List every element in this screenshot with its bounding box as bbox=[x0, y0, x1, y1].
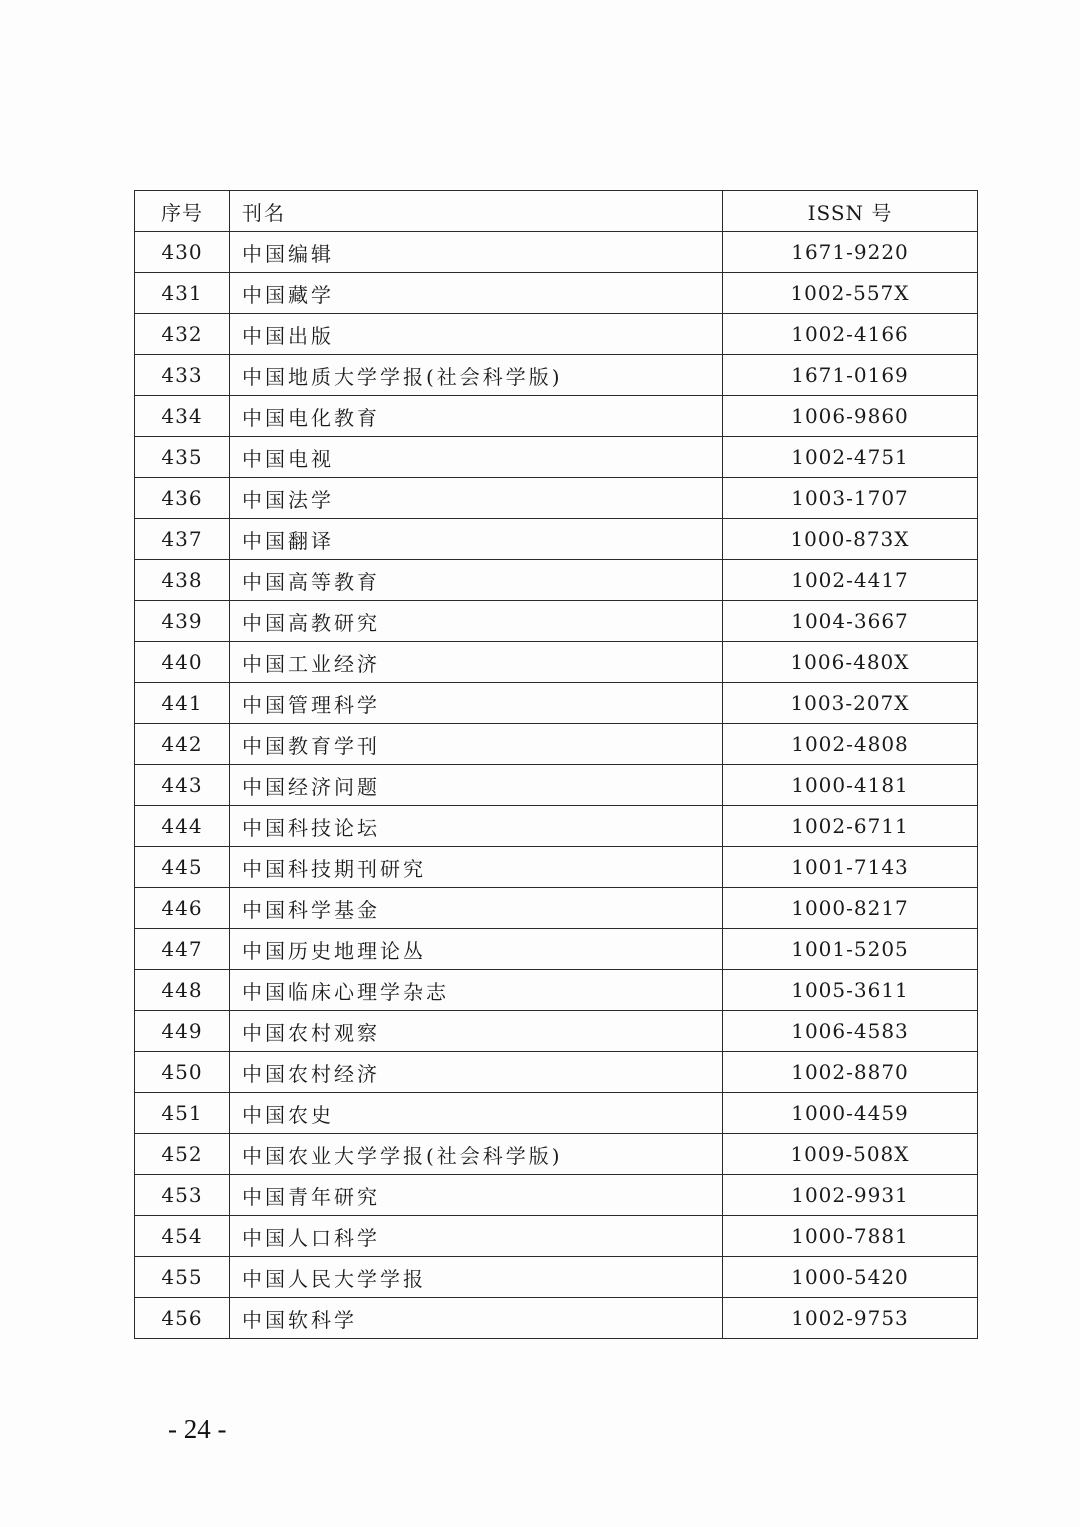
table-row bbox=[135, 765, 978, 806]
row-journal-name: 中国电视 bbox=[230, 437, 723, 478]
table-header-row bbox=[135, 191, 978, 232]
row-journal-name: 中国人民大学学报 bbox=[230, 1257, 723, 1298]
row-serial-number: 440 bbox=[135, 642, 230, 683]
header-journal-name: 刊名 bbox=[230, 191, 723, 232]
row-issn: 1000-8217 bbox=[723, 888, 978, 929]
row-journal-name: 中国历史地理论丛 bbox=[230, 929, 723, 970]
row-journal-name: 中国出版 bbox=[230, 314, 723, 355]
row-issn: 1003-207X bbox=[723, 683, 978, 724]
row-issn: 1002-8870 bbox=[723, 1052, 978, 1093]
table-row bbox=[135, 1093, 978, 1134]
table-row bbox=[135, 232, 978, 273]
table-row bbox=[135, 396, 978, 437]
row-journal-name: 中国编辑 bbox=[230, 232, 723, 273]
table-row bbox=[135, 724, 978, 765]
row-journal-name: 中国人口科学 bbox=[230, 1216, 723, 1257]
row-serial-number: 441 bbox=[135, 683, 230, 724]
table-row bbox=[135, 273, 978, 314]
journal-list-table bbox=[134, 190, 978, 1339]
row-journal-name: 中国管理科学 bbox=[230, 683, 723, 724]
row-serial-number: 452 bbox=[135, 1134, 230, 1175]
row-issn: 1005-3611 bbox=[723, 970, 978, 1011]
row-issn: 1001-7143 bbox=[723, 847, 978, 888]
row-issn: 1009-508X bbox=[723, 1134, 978, 1175]
row-journal-name: 中国科技论坛 bbox=[230, 806, 723, 847]
row-issn: 1002-9931 bbox=[723, 1175, 978, 1216]
table-row bbox=[135, 478, 978, 519]
row-serial-number: 442 bbox=[135, 724, 230, 765]
row-serial-number: 430 bbox=[135, 232, 230, 273]
header-issn: ISSN 号 bbox=[723, 191, 978, 232]
row-serial-number: 432 bbox=[135, 314, 230, 355]
row-journal-name: 中国法学 bbox=[230, 478, 723, 519]
row-issn: 1006-4583 bbox=[723, 1011, 978, 1052]
table-row bbox=[135, 1052, 978, 1093]
row-journal-name: 中国翻译 bbox=[230, 519, 723, 560]
row-issn: 1002-9753 bbox=[723, 1298, 978, 1339]
row-issn: 1002-4166 bbox=[723, 314, 978, 355]
header-serial-number: 序号 bbox=[135, 191, 230, 232]
row-journal-name: 中国高教研究 bbox=[230, 601, 723, 642]
row-journal-name: 中国经济问题 bbox=[230, 765, 723, 806]
table-row bbox=[135, 355, 978, 396]
row-journal-name: 中国青年研究 bbox=[230, 1175, 723, 1216]
table-row bbox=[135, 314, 978, 355]
row-serial-number: 434 bbox=[135, 396, 230, 437]
table-row bbox=[135, 1216, 978, 1257]
row-issn: 1002-557X bbox=[723, 273, 978, 314]
row-journal-name: 中国农业大学学报(社会科学版) bbox=[230, 1134, 723, 1175]
table-row bbox=[135, 847, 978, 888]
row-serial-number: 455 bbox=[135, 1257, 230, 1298]
table-body bbox=[135, 232, 978, 1339]
row-journal-name: 中国软科学 bbox=[230, 1298, 723, 1339]
row-issn: 1000-4181 bbox=[723, 765, 978, 806]
row-journal-name: 中国农村经济 bbox=[230, 1052, 723, 1093]
row-issn: 1671-0169 bbox=[723, 355, 978, 396]
row-serial-number: 456 bbox=[135, 1298, 230, 1339]
row-serial-number: 453 bbox=[135, 1175, 230, 1216]
row-serial-number: 450 bbox=[135, 1052, 230, 1093]
row-journal-name: 中国农史 bbox=[230, 1093, 723, 1134]
row-serial-number: 433 bbox=[135, 355, 230, 396]
row-issn: 1000-7881 bbox=[723, 1216, 978, 1257]
table-row bbox=[135, 1257, 978, 1298]
row-issn: 1002-4808 bbox=[723, 724, 978, 765]
row-issn: 1004-3667 bbox=[723, 601, 978, 642]
table-row bbox=[135, 437, 978, 478]
row-issn: 1001-5205 bbox=[723, 929, 978, 970]
table-row bbox=[135, 1175, 978, 1216]
row-issn: 1002-4417 bbox=[723, 560, 978, 601]
table-row bbox=[135, 970, 978, 1011]
table-row bbox=[135, 642, 978, 683]
table-row bbox=[135, 601, 978, 642]
row-journal-name: 中国高等教育 bbox=[230, 560, 723, 601]
row-serial-number: 447 bbox=[135, 929, 230, 970]
row-serial-number: 446 bbox=[135, 888, 230, 929]
table-row bbox=[135, 683, 978, 724]
page-number: - 24 - bbox=[168, 1414, 227, 1444]
row-serial-number: 436 bbox=[135, 478, 230, 519]
row-journal-name: 中国教育学刊 bbox=[230, 724, 723, 765]
row-journal-name: 中国地质大学学报(社会科学版) bbox=[230, 355, 723, 396]
table-row bbox=[135, 1134, 978, 1175]
table-row bbox=[135, 1298, 978, 1339]
row-issn: 1671-9220 bbox=[723, 232, 978, 273]
row-serial-number: 437 bbox=[135, 519, 230, 560]
table-row bbox=[135, 806, 978, 847]
row-issn: 1000-4459 bbox=[723, 1093, 978, 1134]
row-journal-name: 中国农村观察 bbox=[230, 1011, 723, 1052]
row-serial-number: 438 bbox=[135, 560, 230, 601]
row-journal-name: 中国电化教育 bbox=[230, 396, 723, 437]
row-issn: 1002-4751 bbox=[723, 437, 978, 478]
row-issn: 1006-9860 bbox=[723, 396, 978, 437]
row-serial-number: 448 bbox=[135, 970, 230, 1011]
row-serial-number: 439 bbox=[135, 601, 230, 642]
row-serial-number: 431 bbox=[135, 273, 230, 314]
table-row bbox=[135, 560, 978, 601]
row-serial-number: 443 bbox=[135, 765, 230, 806]
row-journal-name: 中国临床心理学杂志 bbox=[230, 970, 723, 1011]
row-serial-number: 449 bbox=[135, 1011, 230, 1052]
row-serial-number: 445 bbox=[135, 847, 230, 888]
row-serial-number: 435 bbox=[135, 437, 230, 478]
table-row bbox=[135, 519, 978, 560]
row-serial-number: 454 bbox=[135, 1216, 230, 1257]
row-issn: 1003-1707 bbox=[723, 478, 978, 519]
row-serial-number: 444 bbox=[135, 806, 230, 847]
row-journal-name: 中国藏学 bbox=[230, 273, 723, 314]
row-serial-number: 451 bbox=[135, 1093, 230, 1134]
table-row bbox=[135, 888, 978, 929]
table-row bbox=[135, 1011, 978, 1052]
row-journal-name: 中国科学基金 bbox=[230, 888, 723, 929]
row-journal-name: 中国科技期刊研究 bbox=[230, 847, 723, 888]
row-journal-name: 中国工业经济 bbox=[230, 642, 723, 683]
row-issn: 1006-480X bbox=[723, 642, 978, 683]
row-issn: 1000-873X bbox=[723, 519, 978, 560]
table-row bbox=[135, 929, 978, 970]
row-issn: 1000-5420 bbox=[723, 1257, 978, 1298]
row-issn: 1002-6711 bbox=[723, 806, 978, 847]
